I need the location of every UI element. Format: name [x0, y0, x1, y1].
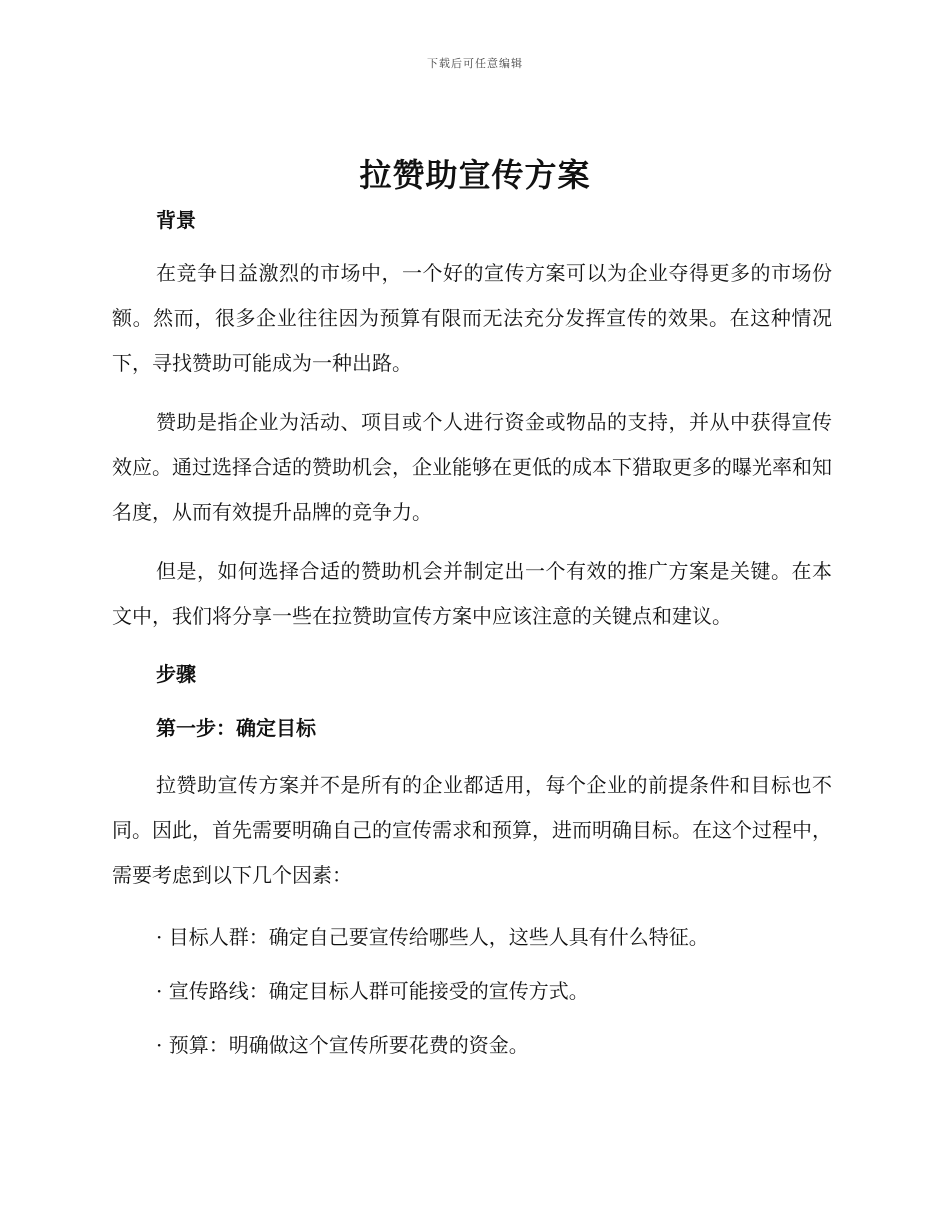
- header-note: 下载后可任意编辑: [427, 57, 523, 70]
- background-heading: 背景: [156, 208, 196, 232]
- bullet-promotion-route: · 宣传路线：确定目标人群可能接受的宣传方式。: [156, 979, 589, 1003]
- document-body: [112, 205, 832, 1060]
- bullet-budget: · 预算：明确做这个宣传所要花费的资金。: [156, 1033, 529, 1057]
- background-paragraph-2: 赞助是指企业为活动、项目或个人进行资金或物品的支持，并从中获得宣传效应。通过选择合适的赞助机会，企业能够在更低的成本下猎取更多的曝光率和知名度，从而有效提升品牌的竞争力。: [112, 410, 832, 524]
- background-paragraph-3: 但是，如何选择合适的赞助机会并制定出一个有效的推广方案是关键。在本文中，我们将分享一些在拉赞助宣传方案中应该注意的关键点和建议。: [112, 559, 832, 628]
- bullet-target-audience: · 目标人群：确定自己要宣传给哪些人，这些人具有什么特征。: [156, 925, 709, 949]
- steps-heading: 步骤: [156, 662, 196, 686]
- background-paragraph-1: 在竞争日益激烈的市场中，一个好的宣传方案可以为企业夺得更多的市场份额。然而，很多企业往往因为预算有限而无法充分发挥宣传的效果。在这种情况下，寻找赞助可能成为一种出路。: [112, 261, 832, 375]
- step1-heading: 第一步：确定目标: [156, 716, 316, 740]
- document-title: 拉赞助宣传方案: [359, 156, 591, 194]
- step1-paragraph: 拉赞助宣传方案并不是所有的企业都适用，每个企业的前提条件和目标也不同。因此，首先需要明确自己的宣传需求和预算，进而明确目标。在这个过程中，需要考虑到以下几个因素：: [112, 773, 832, 887]
